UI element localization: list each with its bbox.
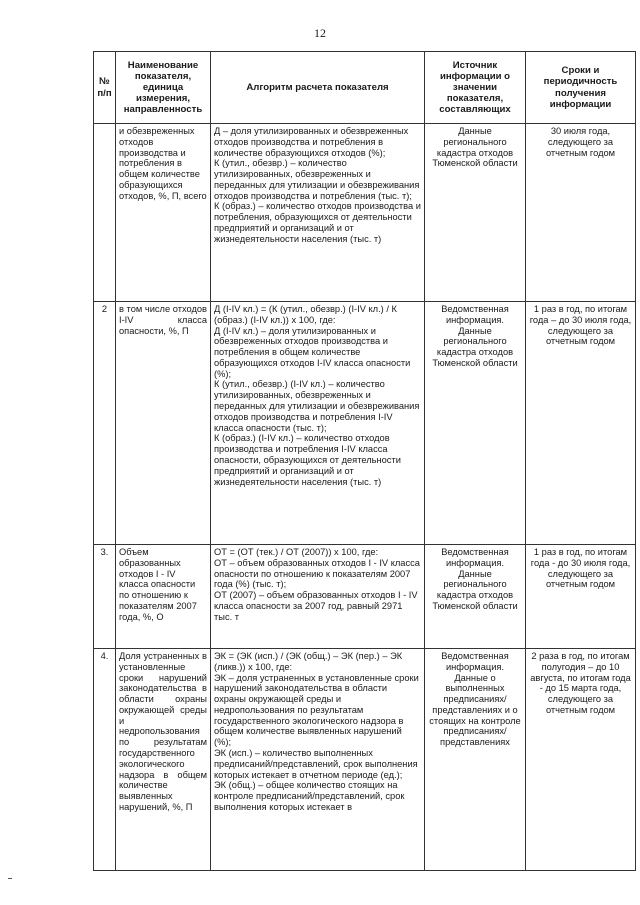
- header-algorithm: Алгоритм расчета показателя: [211, 52, 425, 124]
- row-terms: 1 раз в год, по итогам года - до 30 июля года, следующего за отчетным годом: [526, 545, 636, 649]
- page-number: 12: [314, 26, 326, 40]
- row-num: 4.: [94, 649, 116, 871]
- table-row: [94, 545, 636, 649]
- algorithm-line: К (утил., обезвр.) – количество утилизированных, обезвреженных и переданных для утилизации и обезвреживания отходов производства и потребления (тыс. т);: [214, 158, 420, 201]
- algorithm-line: ЭК (исп.) – количество выполненных предписаний/представлений, срок выполнения которых истекает в отчетном периоде (ед.);: [214, 748, 418, 780]
- table-row: [94, 124, 636, 302]
- table-header-row: [94, 52, 636, 124]
- row-algorithm: [211, 302, 425, 545]
- row-name: Объем образованных отходов I - IV класса опасности по отношению к показателям 2007 года, %, О: [116, 545, 211, 649]
- row-terms: 30 июля года, следующего за отчетным годом: [526, 124, 636, 302]
- row-algorithm: [211, 124, 425, 302]
- algorithm-line: К (образ.) – количество отходов производства и потребления, образующихся от деятельности предприятий и организаций и от жизнедеятельности населения (тыс. т): [214, 201, 421, 244]
- algorithm-line: К (утил., обезвр.) (I-IV кл.) – количество утилизированных, обезвреженных и переданных для утилизации и обезвреживания отходов производства и потребления I-IV класса опасности (тыс. т);: [214, 379, 420, 433]
- header-terms: Сроки и периодичность получения информации: [526, 52, 636, 124]
- algorithm-line: Д (I-IV кл.) = (К (утил., обезвр.) (I-IV кл.) / К (образ.) (I-IV кл.)) х 100, где:: [214, 304, 397, 325]
- row-name: в том числе отходов I-IV класса опасности, %, П: [116, 302, 211, 545]
- row-num: 2: [94, 302, 116, 545]
- row-source: Ведомственная информация. Данные о выполненных предписаниях/представлениях и о стоящих на контроле предписаниях/представлениях: [425, 649, 526, 871]
- row-name: Доля устраненных в установленные сроки нарушений законодательства в области охраны окружающей среды и недропользования по результатам государственного экологического надзора в общем количестве выявленных нарушений, %, П: [116, 649, 211, 871]
- algorithm-line: ЭК (общ.) – общее количество стоящих на контроле предписаний/представлений, срок выполнения которых истекает в: [214, 780, 405, 812]
- algorithm-line: К (образ.) (I-IV кл.) – количество отходов производства и потребления I-IV класса опасности, образующихся от деятельности предприятий и организаций и от жизнедеятельности населения (тыс. т): [214, 433, 401, 487]
- scan-mark: [8, 878, 12, 879]
- algorithm-line: Д – доля утилизированных и обезвреженных отходов производства и потребления в количестве образующихся отходов (%);: [214, 126, 409, 158]
- algorithm-line: ЭК – доля устраненных в установленные сроки нарушений законодательства в области охраны окружающей среды и недропользования по результатам государственного экологического надзора в общем количестве выявленных нарушений (%);: [214, 672, 419, 748]
- algorithm-line: ОТ – объем образованных отходов I - IV класса опасности по отношению к показателям 2007 года (%) (тыс. т);: [214, 557, 420, 590]
- algorithm-line: ОТ = (ОТ (тек.) / ОТ (2007)) х 100, где:: [214, 547, 379, 557]
- header-source: Источник информации о значении показателя, составляющих: [425, 52, 526, 124]
- header-name: Наименование показателя, единица измерения, направленность: [116, 52, 211, 124]
- table-row: [94, 302, 636, 545]
- algorithm-line: Д (I-IV кл.) – доля утилизированных и обезвреженных отходов производства и потребления в общем количестве образующихся отходов I-IV класса опасности (%);: [214, 325, 411, 379]
- row-source: Данные регионального кадастра отходов Тюменской области: [425, 124, 526, 302]
- row-terms: 2 раза в год, по итогам полугодия – до 10 августа, по итогам года - до 15 марта года, следующего за отчетным годом: [526, 649, 636, 871]
- row-terms: 1 раз в год, по итогам года – до 30 июля года, следующего за отчетным годом: [526, 302, 636, 545]
- row-source: Ведомственная информация. Данные регионального кадастра отходов Тюменской области: [425, 545, 526, 649]
- table-row: [94, 649, 636, 871]
- row-num: 3.: [94, 545, 116, 649]
- row-algorithm: [211, 545, 425, 649]
- indicators-table: [93, 51, 636, 871]
- row-name: и обезвреженных отходов производства и потребления в общем количестве образующихся отходов, %, П, всего: [116, 124, 211, 302]
- algorithm-line: ОТ (2007) – объем образованных отходов I - IV класса опасности за 2007 год, равный 2971 тыс. т: [214, 590, 418, 622]
- header-num: № п/п: [94, 52, 116, 124]
- algorithm-line: ЭК = (ЭК (исп.) / (ЭК (общ.) – ЭК (пер.) – ЭК (ликв.)) х 100, где:: [214, 651, 403, 672]
- row-source: Ведомственная информация. Данные регионального кадастра отходов Тюменской области: [425, 302, 526, 545]
- row-num: [94, 124, 116, 302]
- row-algorithm: [211, 649, 425, 871]
